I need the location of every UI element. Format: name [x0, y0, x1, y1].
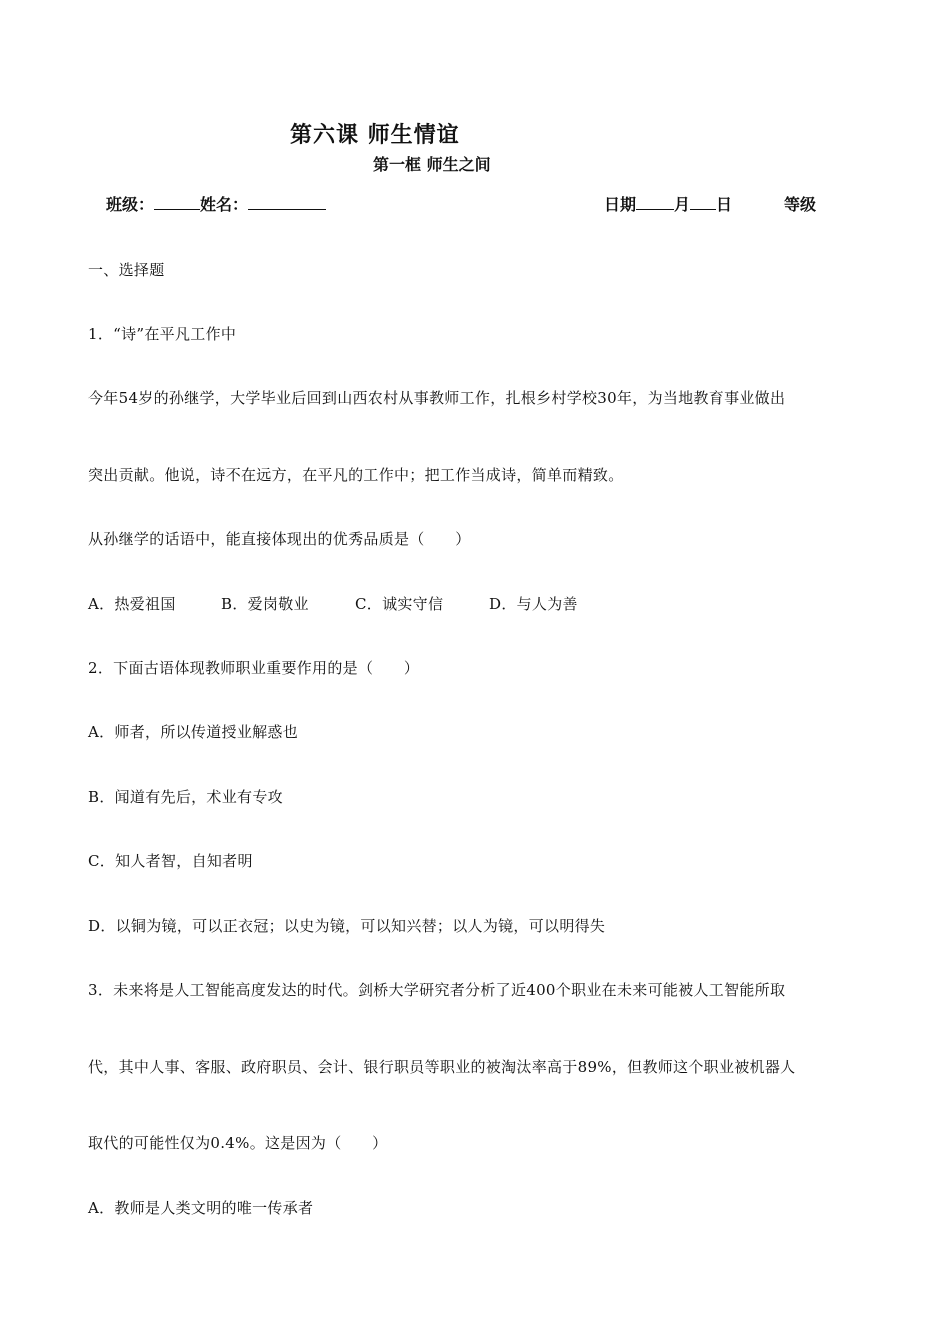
q1-options — [88, 593, 578, 614]
month-label: 月 — [674, 195, 691, 214]
day-label: 日 — [716, 195, 733, 214]
class-name-row — [106, 192, 326, 215]
date-row — [604, 192, 732, 215]
q3-stem-line-1: 3．未来将是人工智能高度发达的时代。剑桥大学研究者分析了近400个职业在未来可能被人工智能所取 — [88, 981, 786, 999]
q1-option-d: D．与人为善 — [489, 595, 578, 613]
q1-option-a: A．热爱祖国 — [88, 595, 176, 613]
q1-option-b: B．爱岗敬业 — [221, 595, 309, 613]
q2-option-d: D．以铜为镜，可以正衣冠；以史为镜，可以知兴替；以人为镜，可以明得失 — [88, 917, 606, 935]
q1-option-c: C．诚实守信 — [355, 595, 444, 613]
name-label: 姓名： — [200, 195, 249, 214]
month-blank — [636, 195, 674, 210]
q1-passage-line-2: 突出贡献。他说，诗不在远方，在平凡的工作中；把工作当成诗，简单而精致。 — [88, 466, 624, 484]
q3-stem-line-3: 取代的可能性仅为0.4%。这是因为（ ） — [88, 1134, 388, 1152]
grade-label: 等级 — [784, 195, 817, 214]
q3-option-a: A．教师是人类文明的唯一传承者 — [88, 1199, 314, 1217]
class-blank — [154, 195, 200, 210]
q1-passage-line-1: 今年54岁的孙继学，大学毕业后回到山西农村从事教师工作，扎根乡村学校30年，为当地教育事业做出 — [88, 389, 786, 407]
class-label: 班级： — [106, 195, 155, 214]
q1-title: 1．“诗”在平凡工作中 — [88, 325, 237, 343]
name-blank — [248, 195, 326, 210]
q2-option-a: A．师者，所以传道授业解惑也 — [88, 723, 299, 741]
lesson-subtitle: 第一框 师生之间 — [373, 155, 491, 174]
q2-option-c: C．知人者智，自知者明 — [88, 852, 253, 870]
q1-stem: 从孙继学的话语中，能直接体现出的优秀品质是（ ） — [88, 530, 471, 548]
q3-stem-line-2: 代，其中人事、客服、政府职员、会计、银行职员等职业的被淘汰率高于89%，但教师这个职业被机器人 — [88, 1058, 796, 1076]
section-heading: 一、选择题 — [88, 261, 165, 279]
q2-stem: 2．下面古语体现教师职业重要作用的是（ ） — [88, 659, 420, 677]
lesson-title: 第六课 师生情谊 — [290, 122, 460, 148]
day-blank — [690, 195, 716, 210]
q2-option-b: B．闻道有先后，术业有专攻 — [88, 788, 283, 806]
date-label: 日期 — [604, 195, 637, 214]
